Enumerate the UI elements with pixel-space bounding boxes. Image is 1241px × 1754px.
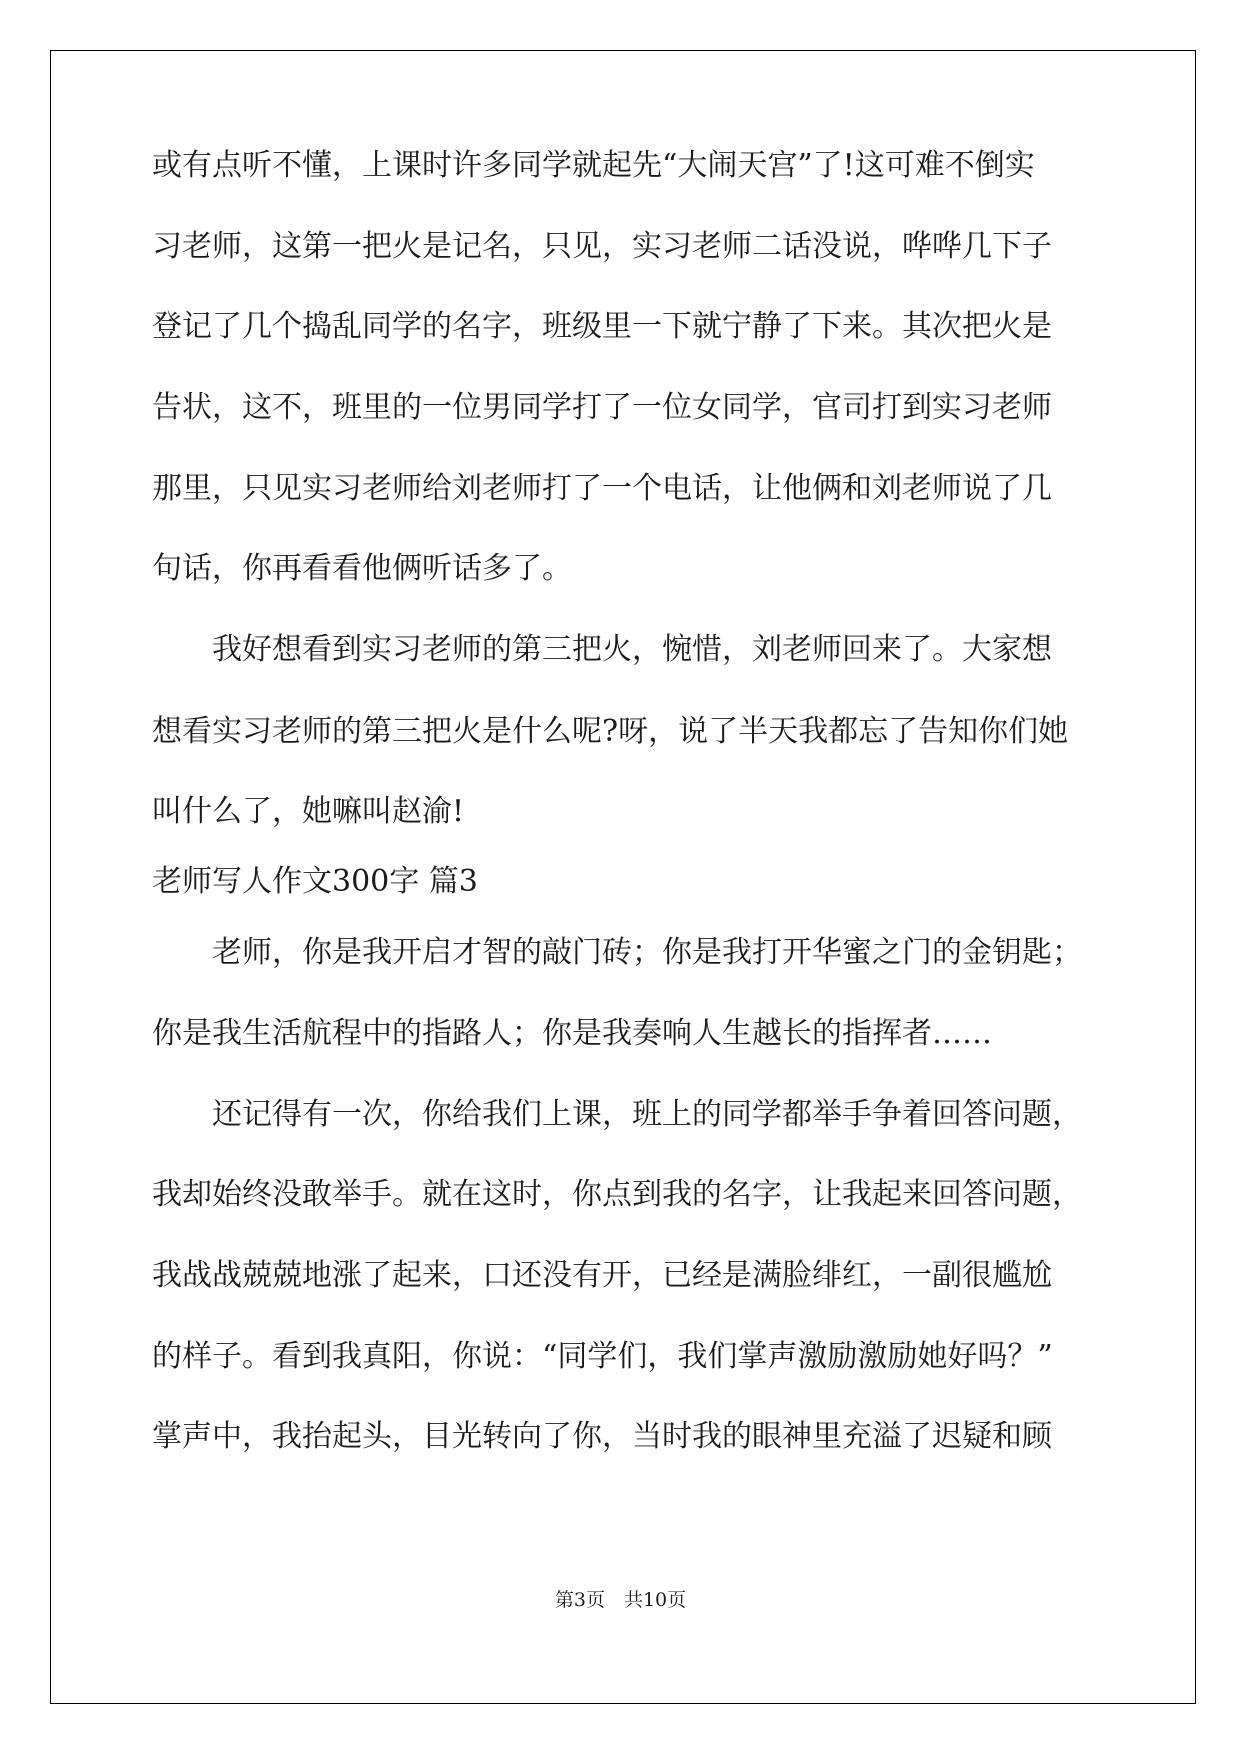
text-line: 你是我生活航程中的指路人；你是我奏响人生越长的指挥者…… [152, 1016, 992, 1051]
text-line: 我好想看到实习老师的第三把火，惋惜，刘老师回来了。大家想 [152, 632, 1052, 667]
text-line: 老师，你是我开启才智的敲门砖；你是我打开华蜜之门的金钥匙； [152, 935, 1082, 970]
text-line: 想看实习老师的第三把火是什么呢?呀，说了半天我都忘了告知你们她 [152, 714, 1069, 749]
text-line: 我战战兢兢地涨了起来，口还没有开，已经是满脸绯红，一副很尴尬 [152, 1258, 1052, 1293]
section-heading: 老师写人作文300字 篇3 [152, 864, 478, 899]
text-line: 还记得有一次，你给我们上课，班上的同学都举手争着回答问题， [152, 1097, 1082, 1132]
text-line: 掌声中，我抬起头，目光转向了你，当时我的眼神里充溢了迟疑和顾 [152, 1419, 1052, 1454]
page-number-footer: 第3页 共10页 [554, 1589, 687, 1611]
text-line: 的样子。看到我真阳，你说：“同学们，我们掌声激励激励她好吗？” [152, 1339, 1053, 1374]
text-line: 习老师，这第一把火是记名，只见，实习老师二话没说，哗哗几下子 [152, 229, 1052, 264]
text-line: 登记了几个捣乱同学的名字，班级里一下就宁静了下来。其次把火是 [152, 309, 1052, 344]
text-line: 我却始终没敢举手。就在这时，你点到我的名字，让我起来回答问题， [152, 1177, 1082, 1212]
text-line: 或有点听不懂，上课时许多同学就起先“大闹天宫”了!这可难不倒实 [152, 148, 1035, 183]
text-line: 叫什么了，她嘛叫赵渝! [152, 794, 465, 829]
text-line: 告状，这不，班里的一位男同学打了一位女同学，官司打到实习老师 [152, 390, 1052, 425]
text-line: 句话，你再看看他俩听话多了。 [152, 551, 572, 586]
text-line: 那里，只见实习老师给刘老师打了一个电话，让他俩和刘老师说了几 [152, 471, 1052, 506]
